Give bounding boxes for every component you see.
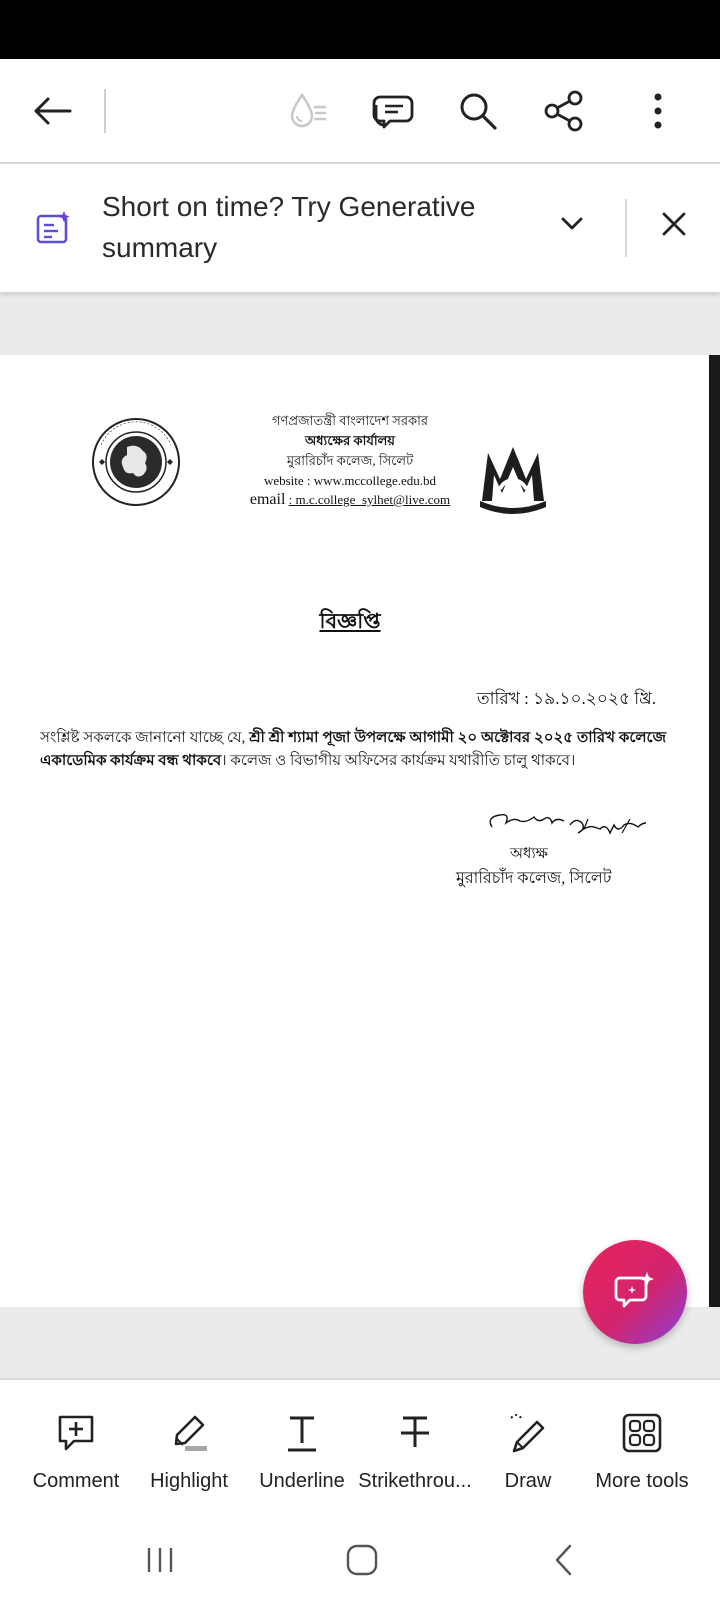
tool-comment[interactable] <box>18 1380 134 1522</box>
tool-label: More tools <box>595 1470 689 1492</box>
government-seal <box>91 417 181 511</box>
grid-tools-icon <box>617 1408 667 1458</box>
generative-summary-icon <box>36 210 72 250</box>
share-icon[interactable] <box>534 81 594 141</box>
close-icon[interactable] <box>661 211 687 241</box>
document-viewer[interactable] <box>0 292 720 1378</box>
document-page[interactable] <box>0 355 720 1307</box>
tool-label: Draw <box>504 1470 552 1492</box>
tool-label: Strikethrou... <box>358 1470 472 1492</box>
underline-icon <box>277 1408 327 1458</box>
letterhead-line2: অধ্যক্ষের কার্যালয় <box>305 433 395 448</box>
tool-strikethrough[interactable] <box>357 1380 473 1522</box>
email-label: email <box>249 491 286 508</box>
page-edge <box>709 355 720 1307</box>
body-text-2: । কলেজ ও বিভাগীয় অফিসের কার্যক্রম যথারীতি চালু থাকবে। <box>221 753 576 769</box>
ai-assistant-button[interactable] <box>583 1240 687 1344</box>
draw-pen-icon <box>503 1408 553 1458</box>
letterhead-line3: মুরারিচাঁদ কলেজ, সিলেট <box>286 453 414 468</box>
tool-draw[interactable] <box>470 1380 586 1522</box>
back-icon[interactable] <box>524 1532 604 1588</box>
tool-highlight[interactable] <box>131 1380 247 1522</box>
tool-label: Highlight <box>150 1470 228 1492</box>
toolbar-divider <box>104 89 106 133</box>
letterhead-email <box>200 490 500 509</box>
strikethrough-icon <box>390 1408 440 1458</box>
tool-underline[interactable] <box>244 1380 360 1522</box>
signatory-office: মুরারিচাঁদ কলেজ, সিলেট <box>456 870 612 887</box>
annotation-toolbar <box>0 1378 720 1520</box>
letterhead-line1: গণপ্রজাতন্ত্রী বাংলাদেশ সরকার <box>271 413 429 428</box>
back-arrow-icon[interactable] <box>22 81 82 141</box>
banner-divider <box>625 199 627 257</box>
banner-text[interactable]: Short on time? Try Generative summary <box>102 191 476 263</box>
tool-label: Comment <box>32 1470 120 1492</box>
letterhead-website: website : www.mccollege.edu.bd <box>263 473 437 488</box>
college-logo <box>478 439 548 519</box>
liquid-mode-icon[interactable] <box>278 81 338 141</box>
comment-add-icon <box>51 1408 101 1458</box>
notice-title: বিজ্ঞপ্তি <box>319 609 381 633</box>
recent-apps-icon[interactable] <box>120 1532 200 1588</box>
generative-summary-banner[interactable] <box>0 166 720 292</box>
tool-more-tools[interactable] <box>584 1380 700 1522</box>
chevron-down-icon[interactable] <box>560 216 584 236</box>
notice-date: তারিখ : ১৯.১০.২০২৫ খ্রি. <box>476 689 656 708</box>
more-vertical-icon[interactable] <box>628 81 688 141</box>
letterhead <box>200 411 500 509</box>
body-text-bold: শ্রী শ্রী শ্যামা পূজা উপলক্ষে আগামী ২০ অক্টোবর ২০২৫ তারিখ কলেজে একাডেমিক কার্যক্রম বন্ধ থাকবে <box>40 730 667 769</box>
tool-label: Underline <box>259 1470 345 1492</box>
ai-assistant-icon <box>614 1270 656 1314</box>
notice-body <box>40 727 666 773</box>
highlight-pen-icon <box>164 1408 214 1458</box>
search-icon[interactable] <box>448 81 508 141</box>
home-icon[interactable] <box>322 1532 402 1588</box>
body-text-1: সংশ্লিষ্ট সকলকে জানানো যাচ্ছে যে, <box>40 730 250 746</box>
email-value: : m.c.college_sylhet@live.com <box>288 492 451 507</box>
signatory-title: অধ্যক্ষ <box>510 846 548 862</box>
system-navigation-bar <box>0 1520 720 1600</box>
top-toolbar <box>0 59 720 164</box>
status-bar <box>0 0 720 59</box>
comments-icon[interactable] <box>364 81 424 141</box>
